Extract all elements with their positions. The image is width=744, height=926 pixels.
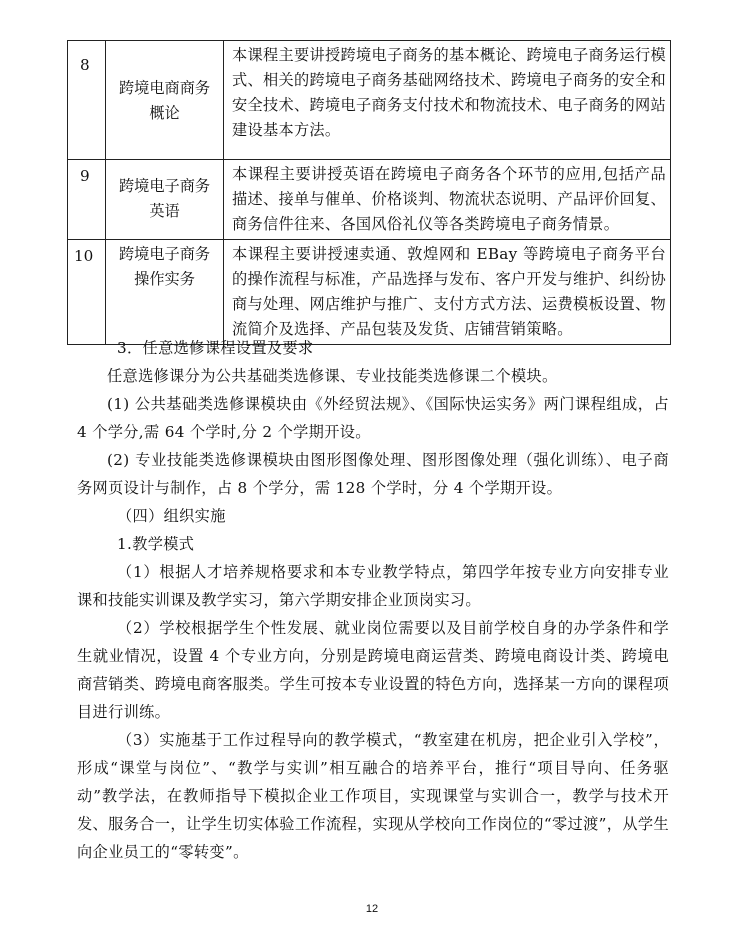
course-name-line: 跨境电商商务 [118,79,211,97]
course-name [106,41,224,160]
page-number: 12 [365,903,379,915]
course-table [67,40,671,345]
paragraph: 任意选修课分为公共基础类选修课、专业技能类选修课二个模块。 [107,367,558,385]
course-name-line: 跨境电子商务 [118,245,211,263]
paragraph: （3）实施基于工作过程导向的教学模式，“教室建在机房，把企业引入学校”，形成“课堂与岗位”、“教学与实训”相互融合的培养平台，推行“项目导向、任务驱动”教学法，在教师指导下模拟企业工作项目，实现课堂与实训合一，教学与技术开发、服务合一，让学生切实体验工作流程，实现从学校向工作岗位的“零过渡”，从学生向企业员工的“零转变”。 [77,731,669,861]
course-number: 9 [68,160,106,240]
course-name [106,240,224,345]
course-name [106,160,224,240]
course-description: 本课程主要讲授跨境电子商务的基本概论、跨境电子商务运行模式、相关的跨境电子商务基础网络技术、跨境电子商务的安全和安全技术、跨境电子商务支付技术和物流技术、电子商务的网站建设基本方法。 [224,41,671,160]
body-text [77,334,669,866]
section-heading: （四）组织实施 [117,507,226,525]
course-name-line: 英语 [149,202,180,220]
paragraph: （2）学校根据学生个性发展、就业岗位需要以及目前学校自身的办学条件和学生就业情况，设置 4 个专业方向，分别是跨境电商运营类、跨境电商设计类、跨境电商营销类、跨境电商客服类。学生可按本专业设置的特色方向，选择某一方向的课程项目进行训练。 [77,619,669,721]
course-number: 10 [68,240,106,345]
paragraph: （1）根据人才培养规格要求和本专业教学特点，第四学年按专业方向安排专业课和技能实训课及教学实习，第六学期安排企业顶岗实习。 [77,563,669,609]
course-name-line: 操作实务 [134,270,195,288]
table-row [68,41,671,160]
course-description: 本课程主要讲授英语在跨境电子商务各个环节的应用,包括产品描述、接单与催单、价格谈判、物流状态说明、产品评价回复、商务信件往来、各国风俗礼仪等各类跨境电子商务情景。 [224,160,671,240]
section-heading: 1.教学模式 [117,535,195,553]
paragraph: (1) 公共基础类选修课模块由《外经贸法规》、《国际快运实务》两门课程组成，占 4 个学分,需 64 个学时,分 2 个学期开设。 [77,395,669,441]
paragraph: (2) 专业技能类选修课模块由图形图像处理、图形图像处理（强化训练）、电子商务网页设计与制作，占 8 个学分，需 128 个学时，分 4 个学期开设。 [77,451,669,497]
section-heading: 3．任意选修课程设置及要求 [117,339,314,357]
course-description: 本课程主要讲授速卖通、敦煌网和 EBay 等跨境电子商务平台的操作流程与标准，产品选择与发布、客户开发与维护、纠纷协商与处理、网店维护与推广、支付方式方法、运费模板设置、物流简介及选择、产品包装及发货、店铺营销策略。 [224,240,671,345]
course-number: 8 [68,41,106,160]
course-name-line: 概论 [149,104,180,122]
table-row [68,160,671,240]
table-row [68,240,671,345]
course-name-line: 跨境电子商务 [118,177,211,195]
